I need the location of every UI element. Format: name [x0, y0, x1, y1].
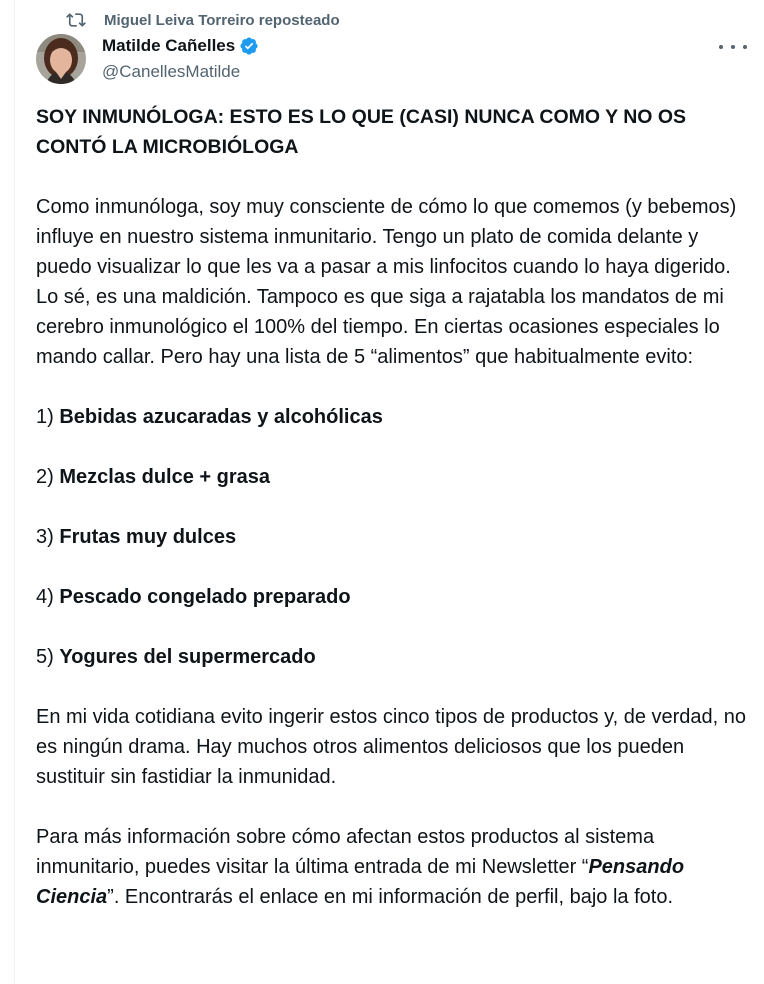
- list-item-text: Pescado congelado preparado: [59, 586, 351, 608]
- tweet-text: [36, 102, 750, 912]
- list-item: [36, 642, 750, 672]
- list-item-text: Mezclas dulce + grasa: [59, 466, 271, 488]
- list-item-number: 3): [36, 526, 54, 548]
- list-item-number: 1): [36, 406, 54, 428]
- list-item-text: Yogures del supermercado: [59, 646, 316, 668]
- dot: [743, 45, 747, 49]
- dot: [719, 45, 723, 49]
- outro-text-before: Para más información sobre cómo afectan estos productos al sistema inmunitario, puedes visitar la última entrada de mi Newsletter “: [36, 826, 655, 878]
- newsletter-name: Pensando Ciencia: [36, 856, 685, 908]
- list-item-number: 2): [36, 466, 54, 488]
- repost-icon: [66, 10, 86, 30]
- verified-badge-icon[interactable]: [239, 36, 259, 56]
- tweet-outro: [36, 822, 750, 912]
- outro-text-after: ”. Encontrarás el enlace en mi información de perfil, bajo la foto.: [107, 886, 674, 908]
- dot: [731, 45, 735, 49]
- list-item-text: Bebidas azucaradas y alcohólicas: [59, 406, 383, 428]
- more-options-icon[interactable]: [719, 36, 747, 58]
- list-item-number: 5): [36, 646, 54, 668]
- list-item-text: Frutas muy dulces: [59, 526, 237, 548]
- repost-indicator[interactable]: [66, 10, 340, 30]
- tweet-conclusion: En mi vida cotidiana evito ingerir estos cinco tipos de productos y, de verdad, no es ningún drama. Hay muchos otros alimentos deliciosos que los pueden sustituir sin fastidiar la inmunidad.: [36, 706, 747, 788]
- list-item: [36, 522, 750, 552]
- list-item: [36, 402, 750, 432]
- tweet-title: SOY INMUNÓLOGA: ESTO ES LO QUE (CASI) NUNCA COMO Y NO OS CONTÓ LA MICROBIÓLOGA: [36, 106, 687, 158]
- tweet-intro: Como inmunóloga, soy muy consciente de cómo lo que comemos (y bebemos) influye en nuestro sistema inmunitario. Tengo un plato de comida delante y puedo visualizar lo que les va a pasar a mis linfocitos cuando lo haya digerido. Lo sé, es una maldición. Tampoco es que siga a rajatabla los mandatos de mi cerebro inmunológico el 100% del tiempo. En ciertas ocasiones especiales lo mando callar. Pero hay una lista de 5 “alimentos” que habitualmente evito:: [36, 196, 737, 368]
- avatar[interactable]: [36, 34, 86, 84]
- author-name[interactable]: Matilde Cañelles: [102, 36, 236, 55]
- list-item: [36, 462, 750, 492]
- timeline-divider: [14, 0, 15, 984]
- list-item-number: 4): [36, 586, 54, 608]
- repost-label: Miguel Leiva Torreiro reposteado: [104, 11, 340, 29]
- author-handle[interactable]: @CanellesMatilde: [102, 62, 241, 81]
- list-item: [36, 582, 750, 612]
- author-name-row[interactable]: [102, 36, 259, 56]
